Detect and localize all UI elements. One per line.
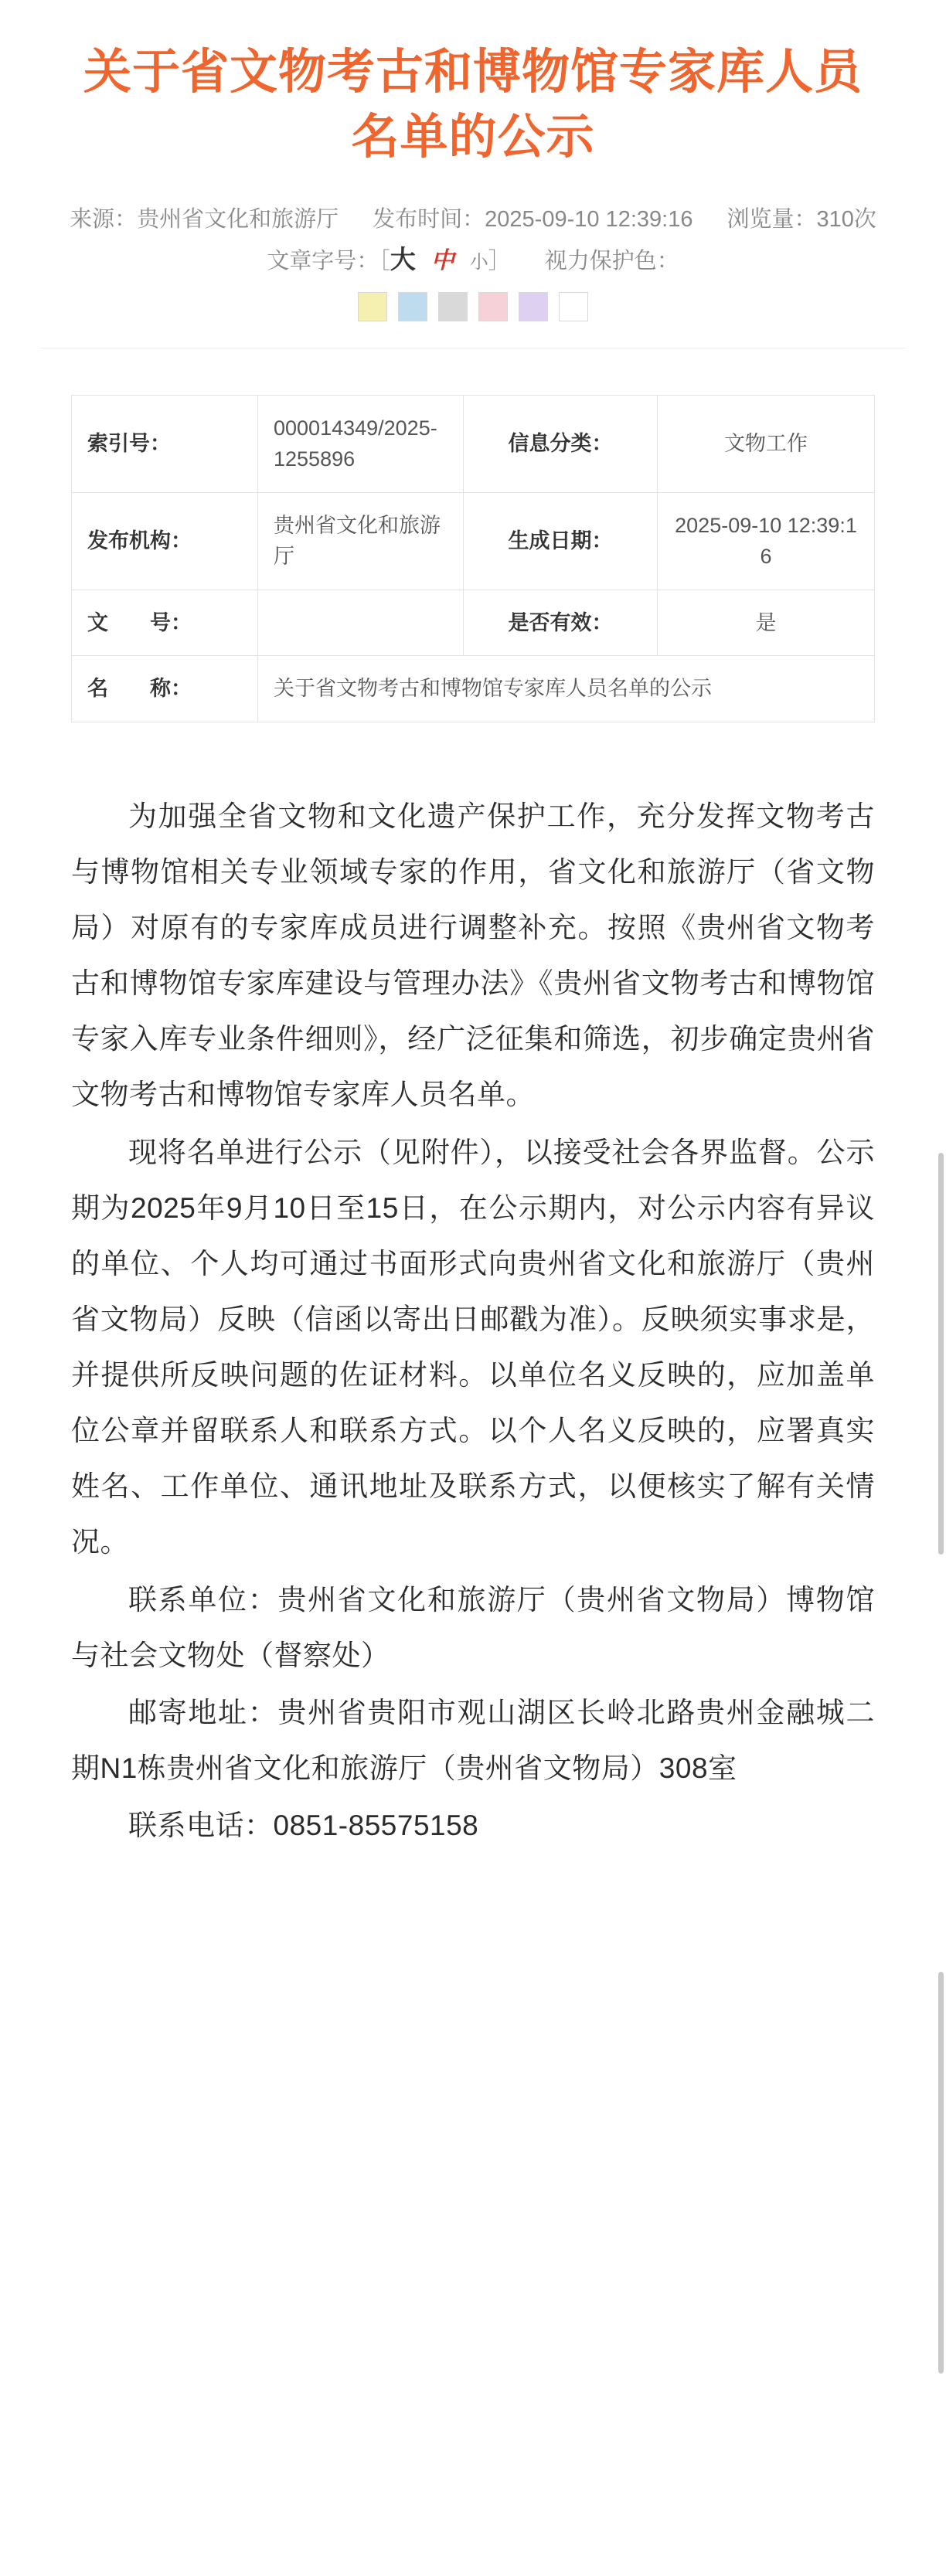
swatch-gray[interactable] [438, 292, 468, 321]
page-title: 关于省文物考古和博物馆专家库人员名单的公示 [83, 46, 863, 164]
body-paragraph-contact-unit: 联系单位：贵州省文化和旅游厅（贵州省文物局）博物馆与社会文物处（督察处） [71, 1583, 875, 1671]
document-name-label: 名 称： [72, 656, 258, 722]
table-row [72, 656, 875, 722]
info-category-label: 信息分类： [464, 395, 658, 492]
article-page [0, 40, 946, 1886]
swatch-white[interactable] [559, 292, 588, 321]
body-paragraph-1: 为加强全省文物和文化遗产保护工作，充分发挥文物考古与博物馆相关专业领域专家的作用，省文化和旅游厅（省文物局）对原有的专家库成员进行调整补充。按照《贵州省文物考古和博物馆专家库建设与管理办法》《贵州省文物考古和博物馆专家入库专业条件细则》，经广泛征集和筛选，初步确定贵州省文物考古和博物馆专家库人员名单。 [71, 800, 875, 1111]
font-size-small-button[interactable]: 小 [469, 252, 488, 274]
meta-source-value: 贵州省文化和旅游厅 [137, 207, 339, 233]
scrollbar-thumb-upper[interactable] [938, 1153, 944, 1555]
article-meta [44, 202, 902, 280]
body-paragraph-phone: 联系电话：0851-85575158 [128, 1810, 479, 1842]
publisher-value: 贵州省文化和旅游厅 [258, 492, 464, 590]
document-name-value: 关于省文物考古和博物馆专家库人员名单的公示 [258, 656, 875, 722]
swatch-purple[interactable] [519, 292, 548, 321]
publisher-label: 发布机构： [72, 492, 258, 590]
index-number-value: 000014349/2025-1255896 [258, 395, 464, 492]
font-size-label: 文章字号： [267, 249, 379, 274]
swatch-pink[interactable] [478, 292, 508, 321]
font-size-medium-button[interactable]: 中 [430, 248, 454, 274]
info-category-value: 文物工作 [658, 395, 875, 492]
document-number-label: 文 号： [72, 590, 258, 656]
table-row [72, 395, 875, 492]
body-paragraph-mailing-address: 邮寄地址：贵州省贵阳市观山湖区长岭北路贵州金融城二期N1栋贵州省文化和旅游厅（贵州省文物局）308室 [71, 1696, 875, 1785]
meta-source [70, 207, 339, 232]
swatch-yellow[interactable] [358, 292, 387, 321]
eye-protection-swatches[interactable] [44, 292, 902, 321]
generated-date-label: 生成日期： [464, 492, 658, 590]
meta-publish-label: 发布时间： [373, 207, 485, 233]
scrollbar-thumb-lower[interactable] [938, 1972, 944, 2374]
table-row [72, 492, 875, 590]
document-number-value [258, 590, 464, 656]
index-number-label: 索引号： [72, 395, 258, 492]
meta-views-label: 浏览量： [727, 207, 817, 233]
meta-publish-value: 2025-09-10 12:39:16 [485, 207, 693, 233]
eye-protection-label: 视力保护色： [544, 249, 679, 274]
validity-label: 是否有效： [464, 590, 658, 656]
bracket-right: ］ [488, 249, 511, 274]
font-size-switcher[interactable] [267, 239, 511, 280]
bracket-left: ［ [379, 249, 390, 274]
document-info-table [71, 395, 875, 722]
generated-date-value: 2025-09-10 12:39:16 [658, 492, 875, 590]
meta-views-value: 310次 [816, 207, 876, 233]
meta-views [727, 207, 876, 232]
meta-publish [373, 207, 692, 232]
article-body [71, 789, 875, 1854]
validity-value: 是 [658, 590, 875, 656]
font-size-large-button[interactable]: 大 [390, 245, 416, 274]
body-paragraph-2: 现将名单进行公示（见附件），以接受社会各界监督。公示期为2025年9月10日至15日，在公示期内，对公示内容有异议的单位、个人均可通过书面形式向贵州省文化和旅游厅（贵州省文物局）反映（信函以寄出日邮戳为准）。反映须实事求是，并提供所反映问题的佐证材料。以单位名义反映的，应加盖单位公章并留联系人和联系方式。以个人名义反映的，应署真实姓名、工作单位、通讯地址及联系方式，以便核实了解有关情况。 [71, 1136, 875, 1558]
swatch-blue[interactable] [398, 292, 427, 321]
table-row [72, 590, 875, 656]
meta-source-label: 来源： [70, 207, 138, 233]
